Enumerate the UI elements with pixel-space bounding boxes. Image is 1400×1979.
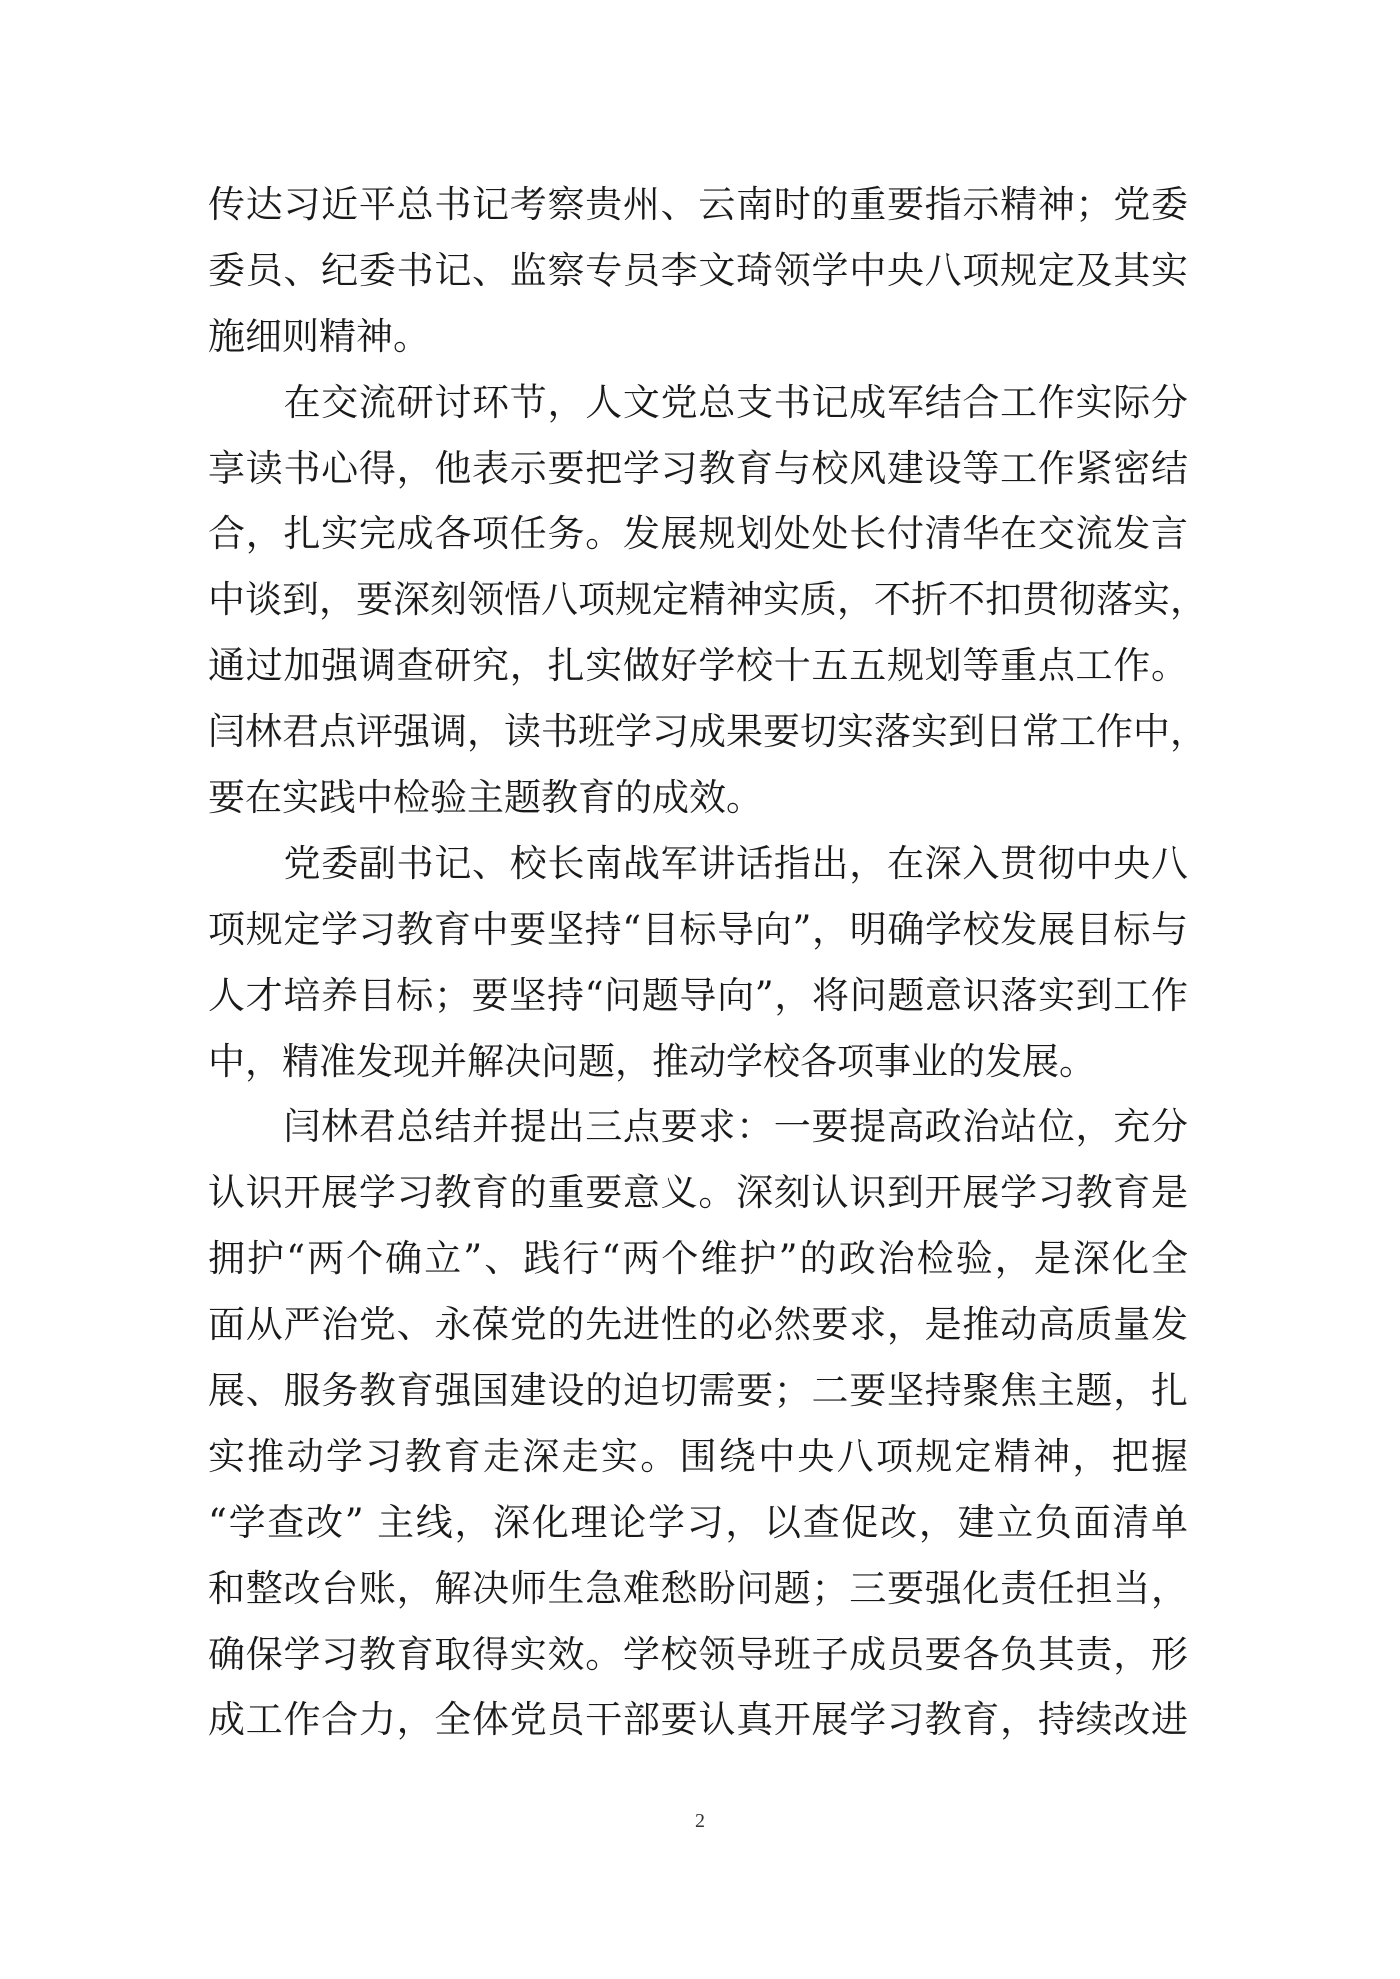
text-line: 确保学习教育取得实效。学校领导班子成员要各负其责，形: [208, 1632, 1188, 1676]
text-line: 通过加强调查研究，扎实做好学校十五五规划等重点工作。: [208, 644, 1188, 688]
text-line: 闫林君点评强调，读书班学习成果要切实落实到日常工作中，: [208, 710, 1207, 754]
text-line: 闫林君总结并提出三点要求：一要提高政治站位，充分: [208, 1105, 1188, 1149]
text-line: 项规定学习教育中要坚持“目标导向”，明确学校发展目标与: [208, 907, 1188, 951]
text-line: 和整改台账，解决师生急难愁盼问题；三要强化责任担当，: [208, 1566, 1188, 1610]
text-line: 展、服务教育强国建设的迫切需要；二要坚持聚焦主题，扎: [208, 1369, 1188, 1413]
text-line: 认识开展学习教育的重要意义。深刻认识到开展学习教育是: [208, 1171, 1188, 1215]
body-text: [208, 172, 1207, 1753]
text-line: 享读书心得，他表示要把学习教育与校风建设等工作紧密结: [208, 446, 1188, 490]
text-line: “学查改” 主线，深化理论学习，以查促改，建立负面清单: [208, 1500, 1188, 1544]
text-line: 人才培养目标；要坚持“问题导向”，将问题意识落实到工作: [208, 973, 1188, 1017]
text-line: 拥护“两个确立”、践行“两个维护”的政治检验，是深化全: [208, 1237, 1188, 1281]
text-line: 中，精准发现并解决问题，推动学校各项事业的发展。: [208, 1039, 1096, 1083]
text-line: 面从严治党、永葆党的先进性的必然要求，是推动高质量发: [208, 1303, 1188, 1347]
text-line: 实推动学习教育走深走实。围绕中央八项规定精神，把握: [208, 1434, 1188, 1478]
text-line: 传达习近平总书记考察贵州、云南时的重要指示精神；党委: [208, 183, 1188, 226]
text-line: 合，扎实完成各项任务。发展规划处处长付清华在交流发言: [208, 512, 1188, 556]
text-line: 成工作合力，全体党员干部要认真开展学习教育，持续改进: [208, 1698, 1188, 1742]
page-number: 2: [695, 1810, 705, 1832]
text-line: 党委副书记、校长南战军讲话指出，在深入贯彻中央八: [208, 841, 1188, 885]
text-line: 施细则精神。: [208, 314, 430, 358]
text-line: 委员、纪委书记、监察专员李文琦领学中央八项规定及其实: [208, 248, 1188, 292]
text-line: 在交流研讨环节，人文党总支书记成军结合工作实际分: [208, 380, 1188, 424]
text-line: 中谈到，要深刻领悟八项规定精神实质，不折不扣贯彻落实，: [208, 578, 1207, 622]
text-line: 要在实践中检验主题教育的成效。: [208, 776, 763, 820]
